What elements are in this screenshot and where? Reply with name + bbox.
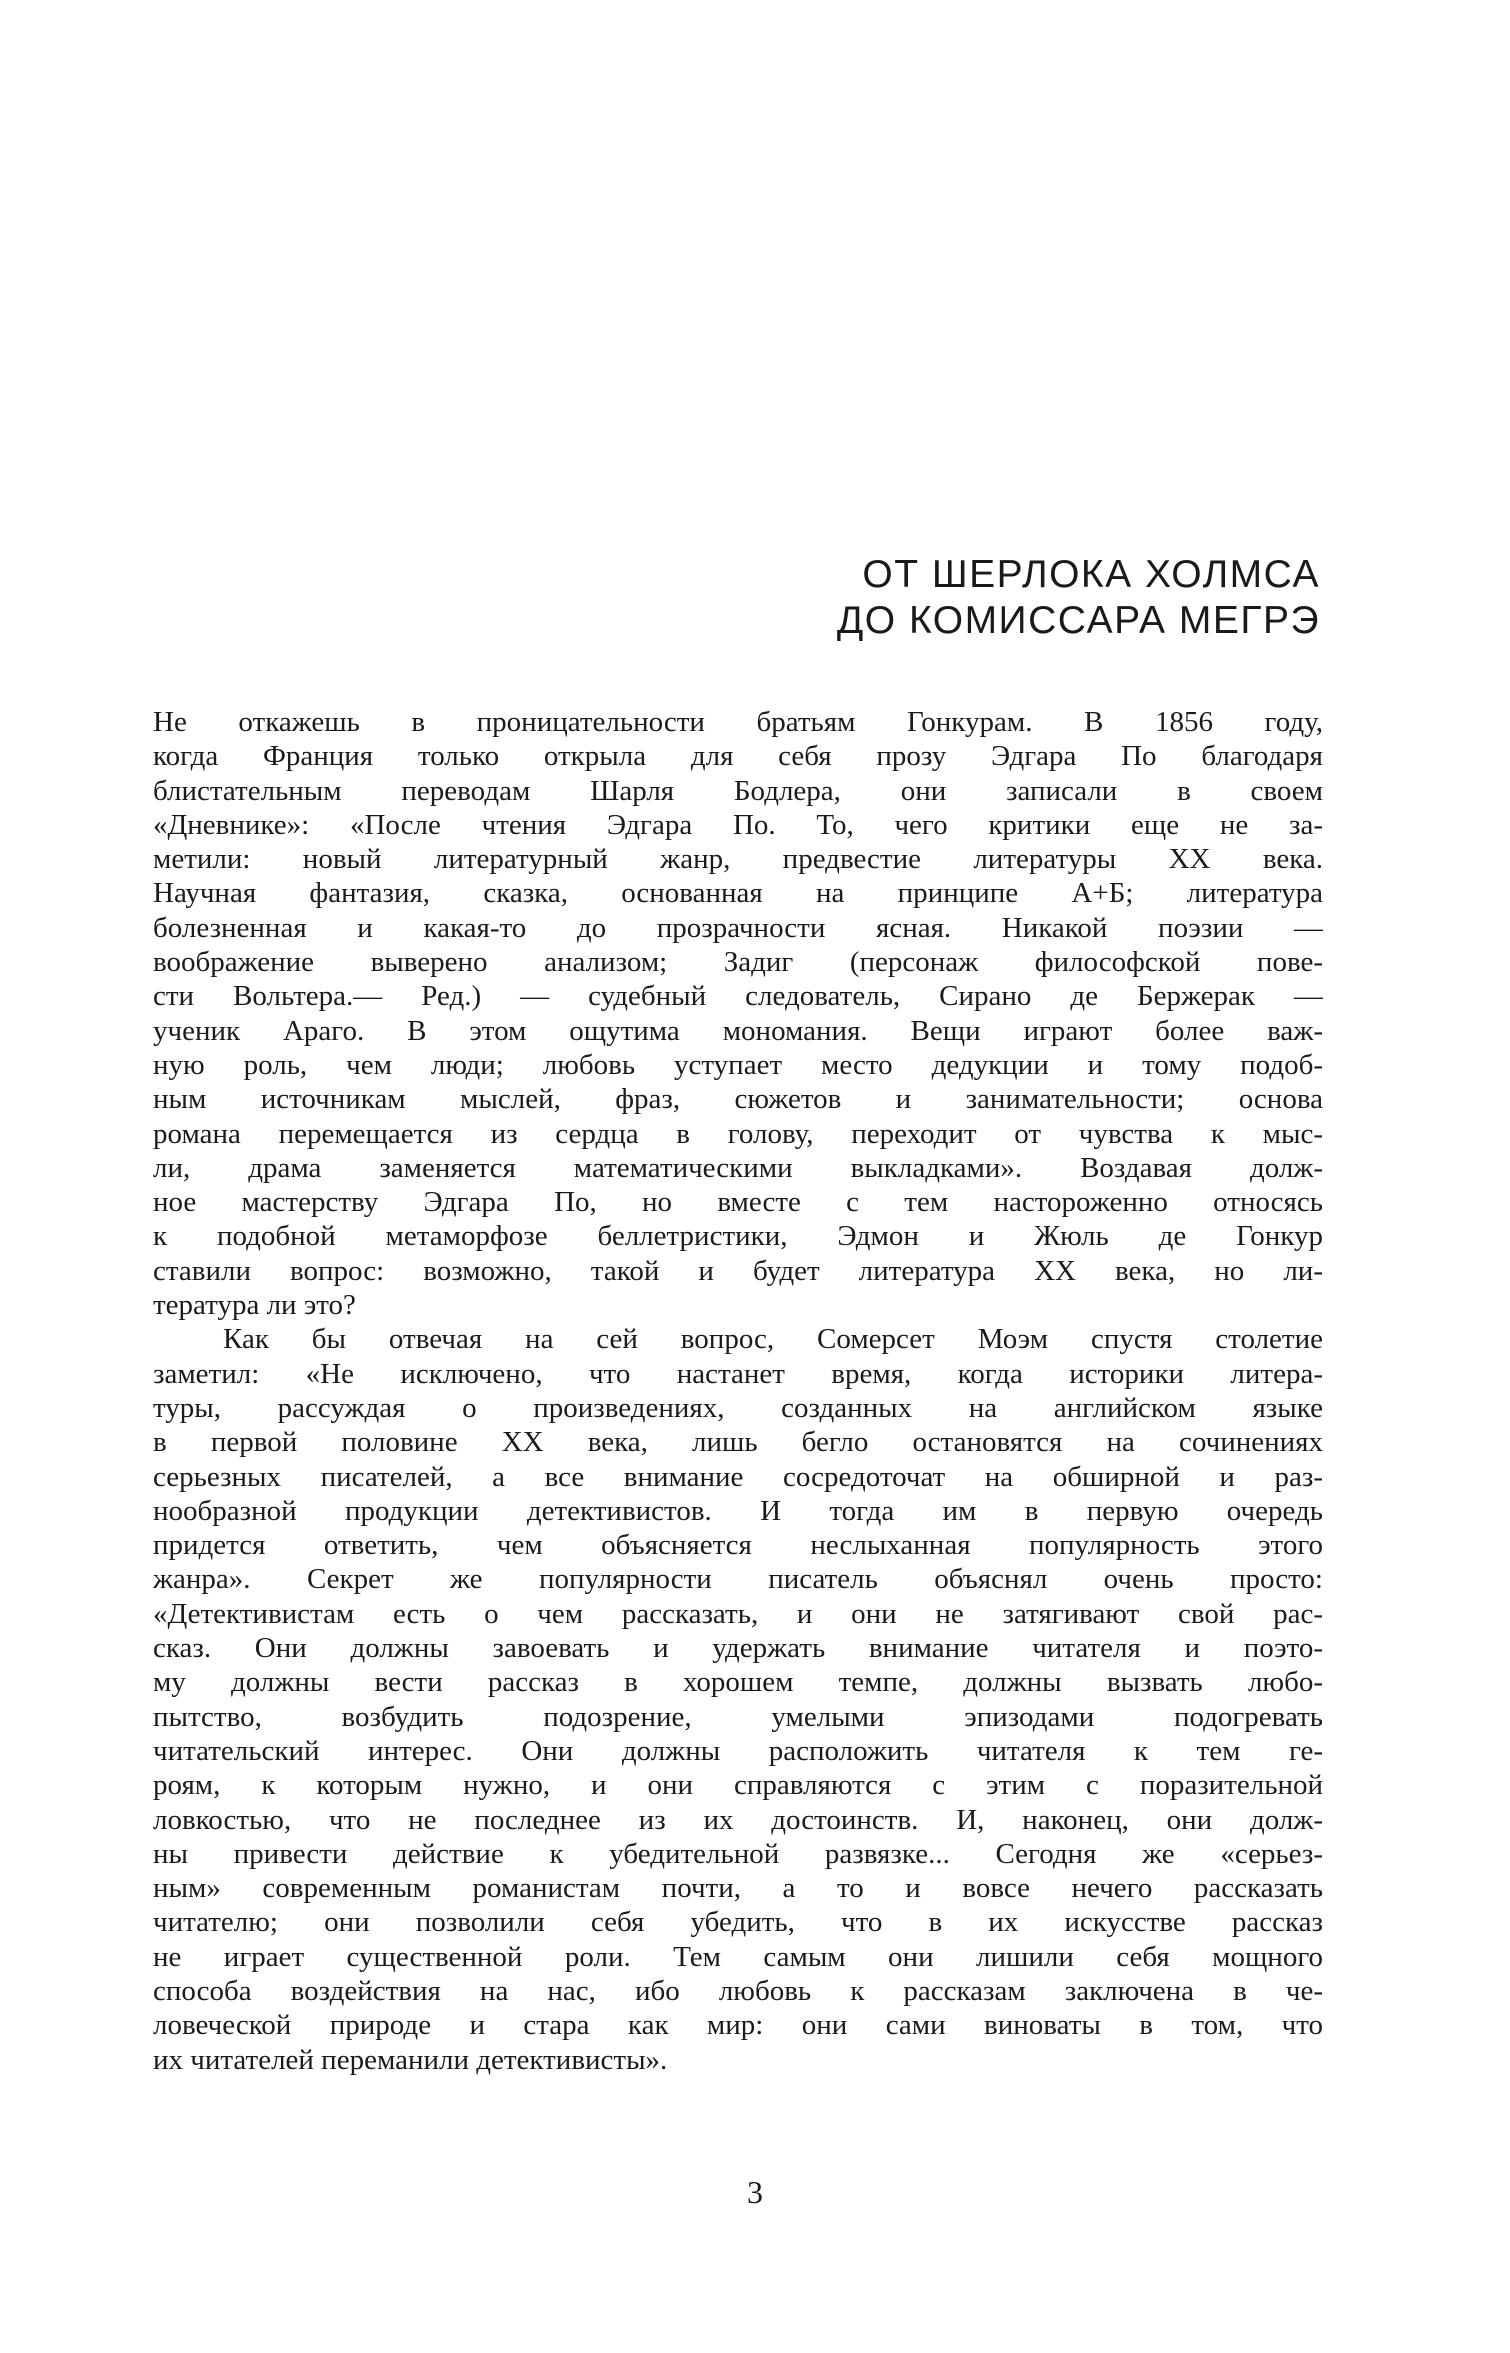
text-line: сказ. Они должны завоевать и удержать внимание читателя и поэто- (153, 1632, 1323, 1665)
text-line: Научная фантазия, сказка, основанная на принципе А+Б; литература (153, 877, 1323, 910)
text-line: серьезных писателей, а все внимание сосредоточат на обширной и раз- (153, 1460, 1323, 1493)
text-line: ли, драма заменяется математическими выкладками». Воздавая долж- (153, 1151, 1323, 1184)
text-line: тература ли это? (153, 1289, 356, 1322)
chapter-title (150, 552, 1320, 644)
text-line: их читателей переманили детективисты». (153, 2043, 668, 2076)
text-line: ным» современным романистам почти, а то и вовсе нечего рассказать (153, 1872, 1323, 1905)
text-line: романа перемещается из сердца в голову, переходит от чувства к мыс- (153, 1117, 1323, 1150)
text-line: болезненная и какая-то до прозрачности ясная. Никакой поэзии — (153, 911, 1323, 944)
text-line: воображение выверено анализом; Задиг (персонаж философской пове- (153, 946, 1323, 979)
text-line: жанра». Секрет же популярности писатель объяснял очень просто: (153, 1563, 1323, 1596)
text-line: блистательным переводам Шарля Бодлера, они записали в своем (153, 774, 1323, 807)
text-line: читательский интерес. Они должны расположить читателя к тем ге- (153, 1734, 1323, 1767)
text-line: ставили вопрос: возможно, такой и будет литература XX века, но ли- (153, 1254, 1323, 1287)
text-line: ловкостью, что не последнее из их достоинств. И, наконец, они долж- (153, 1803, 1323, 1836)
chapter-title-line-1: ОТ ШЕРЛОКА ХОЛМСА (862, 553, 1320, 596)
text-line: ны привести действие к убедительной развязке... Сегодня же «серьез- (153, 1837, 1323, 1870)
chapter-title-line-2: ДО КОМИССАРА МЕГРЭ (836, 599, 1320, 642)
text-line: нообразной продукции детективистов. И тогда им в первую очередь (153, 1494, 1323, 1527)
text-line: когда Франция только открыла для себя прозу Эдгара По благодаря (153, 740, 1323, 773)
text-line: не играет существенной роли. Тем самым они лишили себя мощного (153, 1940, 1323, 1973)
text-line: Как бы отвечая на сей вопрос, Сомерсет Моэм спустя столетие (223, 1323, 1323, 1356)
text-line: «Дневнике»: «После чтения Эдгара По. То, чего критики еще не за- (153, 808, 1323, 841)
text-line: ным источникам мыслей, фраз, сюжетов и занимательности; основа (153, 1083, 1323, 1116)
paragraph-1 (153, 705, 1323, 1322)
text-line: метили: новый литературный жанр, предвестие литературы XX века. (153, 843, 1323, 876)
text-line: ловеческой природе и стара как мир: они сами виноваты в том, что (153, 2009, 1323, 2042)
paragraph-2 (153, 1322, 1323, 2077)
text-line: к подобной метаморфозе беллетристики, Эдмон и Жюль де Гонкур (153, 1220, 1323, 1253)
text-line: му должны вести рассказ в хорошем темпе, должны вызвать любо- (153, 1666, 1323, 1699)
text-line: туры, рассуждая о произведениях, созданных на английском языке (153, 1391, 1323, 1424)
text-line: ную роль, чем люди; любовь уступает место дедукции и тому подоб- (153, 1048, 1323, 1081)
text-line: придется ответить, чем объясняется неслыханная популярность этого (153, 1529, 1323, 1562)
text-line: пытство, возбудить подозрение, умелыми эпизодами подогревать (153, 1700, 1323, 1733)
text-line: роям, к которым нужно, и они справляются с этим с поразительной (153, 1769, 1323, 1802)
text-line: «Детективистам есть о чем рассказать, и они не затягивают свой рас- (153, 1597, 1323, 1630)
text-line: читателю; они позволили себя убедить, что в их искусстве рассказ (153, 1906, 1323, 1939)
text-line: сти Вольтера.— Ред.) — судебный следователь, Сирано де Бержерак — (153, 980, 1323, 1013)
page-number: 3 (747, 2174, 763, 2210)
text-line: заметил: «Не исключено, что настанет время, когда историки литера- (153, 1357, 1323, 1390)
text-line: ное мастерству Эдгара По, но вместе с тем настороженно относясь (153, 1186, 1323, 1219)
text-line: способа воздействия на нас, ибо любовь к рассказам заключена в че- (153, 1974, 1323, 2007)
text-line: ученик Араго. В этом ощутима мономания. Вещи играют более важ- (153, 1014, 1323, 1047)
text-line: Не откажешь в проницательности братьям Гонкурам. В 1856 году, (153, 706, 1323, 738)
text-line: в первой половине XX века, лишь бегло остановятся на сочинениях (153, 1426, 1323, 1459)
body-text (153, 705, 1323, 2077)
